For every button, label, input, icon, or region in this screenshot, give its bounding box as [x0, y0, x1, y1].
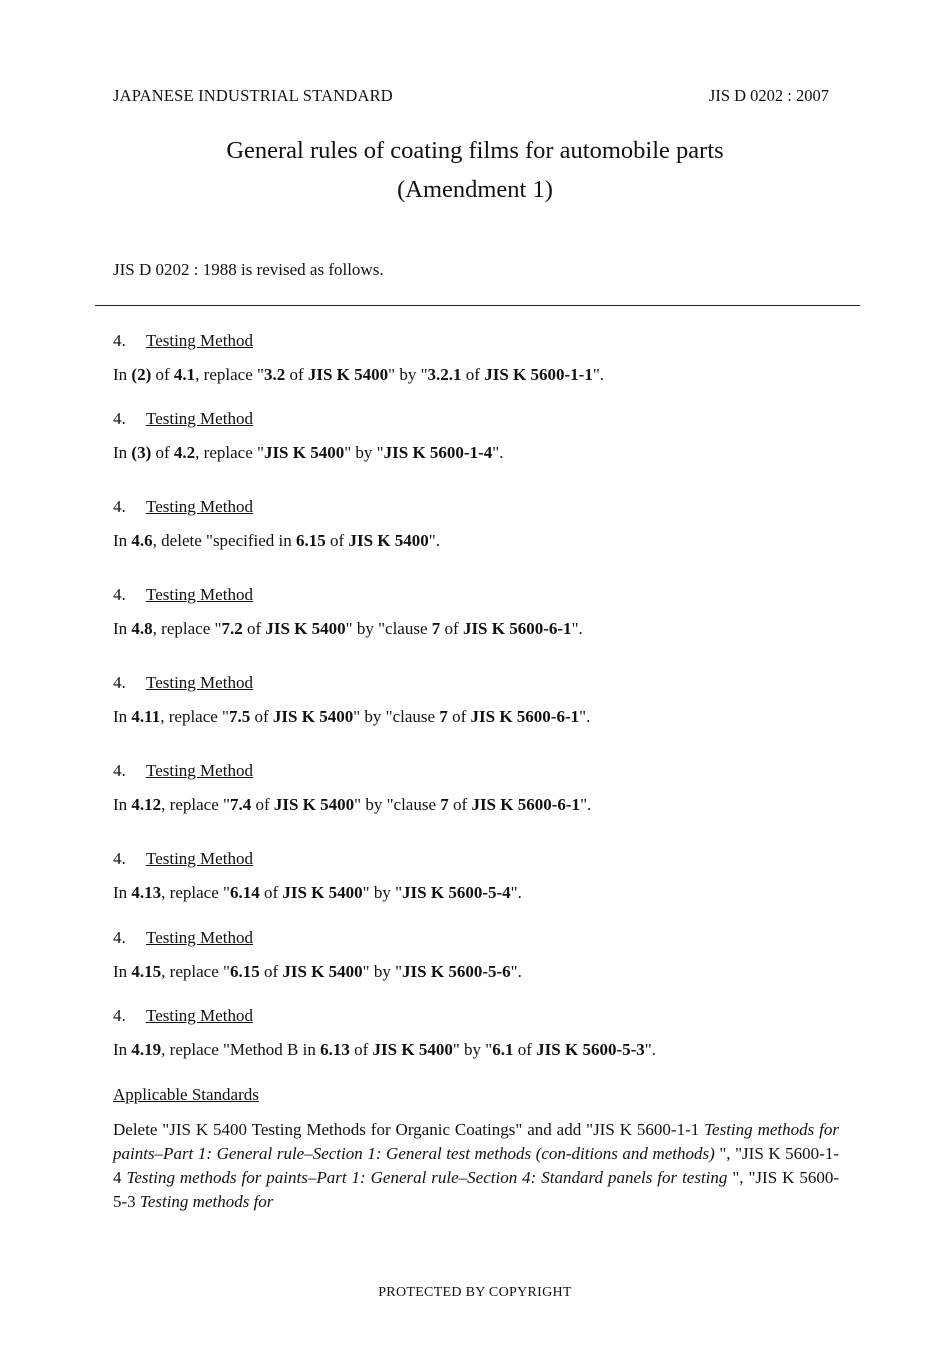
- clause-heading: Testing Method: [146, 761, 253, 780]
- clause-heading: Testing Method: [146, 331, 253, 350]
- applicable-standards-heading: Applicable Standards: [113, 1085, 259, 1104]
- applicable-standards-text: Delete "JIS K 5400 Testing Methods for Organic Coatings" and add "JIS K 5600-1-1 Testing methods for paints–Part 1: General rule–Section 1: General test methods (con-ditions and methods) ", "JIS K 5600-1-4 Testing methods for paints–Part 1: General rule–Section 4: Standard panels for testing ", "JIS K 5600-5-3 Testing methods for: [113, 1120, 840, 1211]
- clause-number: 4.: [113, 928, 126, 947]
- clause-heading: Testing Method: [146, 928, 253, 947]
- amendment-text: In (2) of 4.1, replace "3.2 of JIS K 5400" by "3.2.1 of JIS K 5600-1-1".: [113, 365, 605, 384]
- clause-heading: Testing Method: [146, 849, 253, 868]
- clause-heading: Testing Method: [146, 1006, 253, 1025]
- amendment-text: In 4.11, replace "7.5 of JIS K 5400" by "clause 7 of JIS K 5600-6-1".: [113, 707, 591, 726]
- amendment-item: [113, 848, 522, 904]
- clause-heading: Testing Method: [146, 673, 253, 692]
- amendment-text: In 4.12, replace "7.4 of JIS K 5400" by "clause 7 of JIS K 5600-6-1".: [113, 795, 592, 814]
- amendment-item: [113, 330, 604, 386]
- intro-text: JIS D 0202 : 1988 is revised as follows.: [113, 260, 384, 279]
- amendment-item: [113, 408, 503, 464]
- page-header-right: JIS D 0202 : 2007: [708, 86, 829, 105]
- amendment-text: In 4.19, replace "Method B in 6.13 of JIS K 5400" by "6.1 of JIS K 5600-5-3".: [113, 1040, 656, 1059]
- clause-number: 4.: [113, 761, 126, 780]
- clause-number: 4.: [113, 1006, 126, 1025]
- amendment-item: [113, 496, 440, 552]
- clause-number: 4.: [113, 409, 126, 428]
- clause-heading: Testing Method: [146, 585, 253, 604]
- clause-heading: Testing Method: [146, 409, 253, 428]
- clause-number: 4.: [113, 497, 126, 516]
- amendment-item: [113, 1005, 656, 1061]
- clause-heading: Testing Method: [146, 497, 253, 516]
- amendment-item: [113, 760, 591, 816]
- amendment-text: In 4.6, delete "specified in 6.15 of JIS K 5400".: [113, 531, 440, 550]
- amendment-text: In (3) of 4.2, replace "JIS K 5400" by "JIS K 5600-1-4".: [113, 443, 504, 462]
- clause-number: 4.: [113, 331, 126, 350]
- amendment-item: [113, 927, 522, 983]
- copyright-footer: PROTECTED BY COPYRIGHT: [378, 1285, 572, 1300]
- amendment-item: [113, 672, 590, 728]
- amendment-text: In 4.8, replace "7.2 of JIS K 5400" by "clause 7 of JIS K 5600-6-1".: [113, 619, 583, 638]
- amendment-item: [113, 584, 583, 640]
- amendment-text: In 4.13, replace "6.14 of JIS K 5400" by "JIS K 5600-5-4".: [113, 883, 522, 902]
- page-header-left: JAPANESE INDUSTRIAL STANDARD: [113, 86, 393, 105]
- divider-rule: [95, 305, 860, 306]
- clause-number: 4.: [113, 673, 126, 692]
- document-title-line1: General rules of coating films for automobile parts: [226, 137, 724, 164]
- clause-number: 4.: [113, 849, 126, 868]
- clause-number: 4.: [113, 585, 126, 604]
- document-title-line2: (Amendment 1): [397, 176, 553, 203]
- amendment-text: In 4.15, replace "6.15 of JIS K 5400" by "JIS K 5600-5-6".: [113, 962, 522, 981]
